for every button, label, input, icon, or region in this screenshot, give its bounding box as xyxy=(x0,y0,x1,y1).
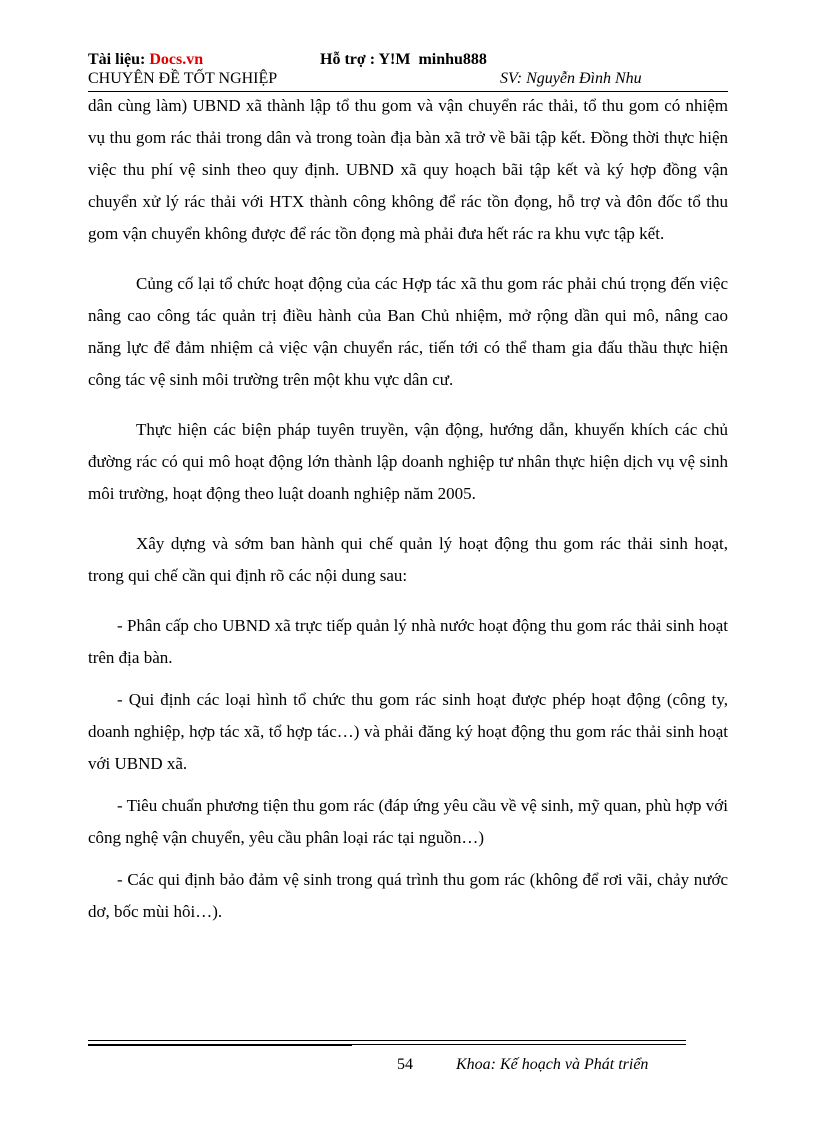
bullet-item-4: - Các qui định bảo đảm vệ sinh trong quá trình thu gom rác (không để rơi vãi, chảy nước dơ, bốc mùi hôi…). xyxy=(88,870,728,921)
support-label: Hỗ trợ xyxy=(320,51,366,68)
paragraph-1: dân cùng làm) UBND xã thành lập tổ thu gom và vận chuyển rác thải, tổ thu gom có nhiệm vụ thu gom rác thải trong dân và trong toàn địa bàn xã trở về bãi tập kết. Đồng thời thực hiện việc thu phí vệ sinh theo quy định. UBND xã quy hoạch bãi tập kết và ký hợp đồng vận chuyển xử lý rác thải với HTX thành công không để rác tồn đọng, hỗ trợ và đôn đốc tổ thu gom vận chuyển không được để rác tồn đọng mà phải đưa hết rác ra khu vực tập kết. xyxy=(88,96,728,243)
document-title: CHUYÊN ĐỀ TỐT NGHIỆP xyxy=(88,70,278,87)
bullet-item-1: - Phân cấp cho UBND xã trực tiếp quản lý nhà nước hoạt động thu gom rác thải sinh hoạt trên địa bàn. xyxy=(88,616,728,667)
bullet-item-3: - Tiêu chuẩn phương tiện thu gom rác (đáp ứng yêu cầu về vệ sinh, mỹ quan, phù hợp với công nghệ vận chuyển, yêu cầu phân loại rác tại nguồn…) xyxy=(88,796,728,847)
paragraph-3: Thực hiện các biện pháp tuyên truyền, vận động, hướng dẫn, khuyến khích các chủ đường rác có qui mô hoạt động lớn thành lập doanh nghiệp tư nhân thực hiện dịch vụ vệ sinh môi trường, hoạt động theo luật doanh nghiệp năm 2005. xyxy=(88,420,728,503)
document-body xyxy=(88,90,728,928)
student-name: SV: Nguyễn Đình Nhu xyxy=(500,70,642,87)
footer-divider-thin xyxy=(352,1044,686,1045)
doc-sep: : xyxy=(140,51,150,68)
doc-site-link[interactable]: Docs.vn xyxy=(149,51,204,68)
doc-source xyxy=(88,51,203,69)
doc-label: Tài liệu xyxy=(88,51,141,68)
footer-divider-thick xyxy=(88,1044,352,1046)
footer-divider-top xyxy=(88,1040,686,1041)
ym-label: Y!M xyxy=(378,51,411,68)
paragraph-2: Củng cố lại tổ chức hoạt động của các Hợp tác xã thu gom rác phải chú trọng đến việc nâng cao công tác quản trị điều hành của Ban Chủ nhiệm, mở rộng dần qui mô, nâng cao năng lực để đảm nhiệm cả việc vận chuyển rác, tiến tới có thể tham gia đấu thầu thực hiện công tác vệ sinh môi trường trên một khu vực dân cư. xyxy=(88,274,728,389)
faculty-name: Khoa: Kế hoạch và Phát triển xyxy=(456,1056,649,1073)
support-sep: : xyxy=(365,51,379,68)
support-info xyxy=(320,51,487,69)
bullet-item-2: - Qui định các loại hình tổ chức thu gom rác sinh hoạt được phép hoạt động (công ty, doanh nghiệp, hợp tác xã, tổ hợp tác…) và phải đăng ký hoạt động thu gom rác thải sinh hoạt với UBND xã. xyxy=(88,690,728,773)
page-number: 54 xyxy=(397,1056,413,1073)
paragraph-4: Xây dựng và sớm ban hành qui chế quản lý hoạt động thu gom rác thải sinh hoạt, trong qui chế cần qui định rõ các nội dung sau: xyxy=(88,534,728,585)
ym-id: minhu888 xyxy=(418,51,487,68)
